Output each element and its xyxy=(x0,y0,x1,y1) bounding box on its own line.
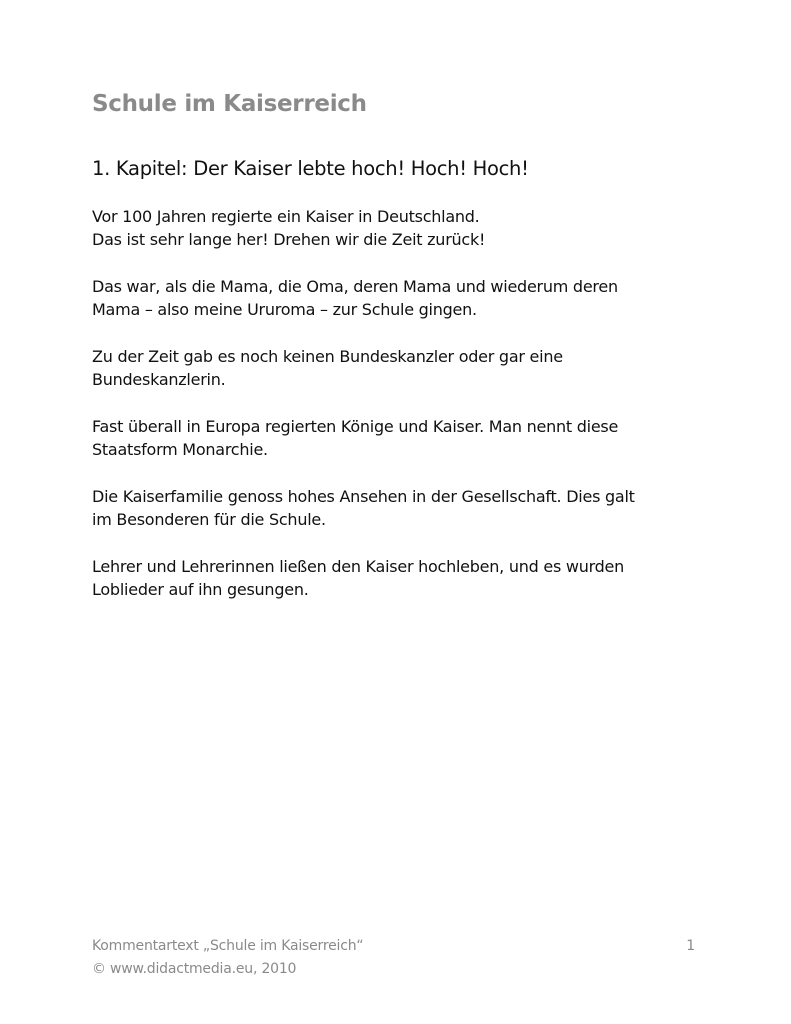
paragraph xyxy=(92,205,732,251)
footer-row xyxy=(92,935,695,958)
paragraph-line: Zu der Zeit gab es noch keinen Bundeskanzler oder gar eine xyxy=(92,347,563,366)
paragraph xyxy=(92,275,732,321)
paragraph-line: Loblieder auf ihn gesungen. xyxy=(92,580,309,599)
paragraph xyxy=(92,345,732,391)
footer-copyright: © www.didactmedia.eu, 2010 xyxy=(92,961,297,977)
paragraph xyxy=(92,415,732,461)
paragraph-line: Staatsform Monarchie. xyxy=(92,440,268,459)
paragraph xyxy=(92,485,732,531)
body-text xyxy=(92,205,732,625)
paragraph-line: Mama – also meine Ururoma – zur Schule gingen. xyxy=(92,300,477,319)
paragraph xyxy=(92,555,732,601)
page-footer xyxy=(92,935,695,981)
paragraph-line: Die Kaiserfamilie genoss hohes Ansehen in der Gesellschaft. Dies galt xyxy=(92,487,635,506)
paragraph-line: Bundeskanzlerin. xyxy=(92,370,226,389)
page-title: Schule im Kaiserreich xyxy=(92,91,367,117)
page-number: 1 xyxy=(686,938,695,954)
paragraph-line: Vor 100 Jahren regierte ein Kaiser in Deutschland. xyxy=(92,207,480,226)
paragraph-line: Fast überall in Europa regierten Könige und Kaiser. Man nennt diese xyxy=(92,417,619,436)
paragraph-line: Lehrer und Lehrerinnen ließen den Kaiser hochleben, und es wurden xyxy=(92,557,625,576)
footer-caption: Kommentartext „Schule im Kaiserreich“ xyxy=(92,938,364,954)
chapter-heading: 1. Kapitel: Der Kaiser lebte hoch! Hoch! Hoch! xyxy=(92,157,529,180)
paragraph-line: im Besonderen für die Schule. xyxy=(92,510,326,529)
paragraph-line: Das ist sehr lange her! Drehen wir die Zeit zurück! xyxy=(92,230,486,249)
paragraph-line: Das war, als die Mama, die Oma, deren Mama und wiederum deren xyxy=(92,277,618,296)
